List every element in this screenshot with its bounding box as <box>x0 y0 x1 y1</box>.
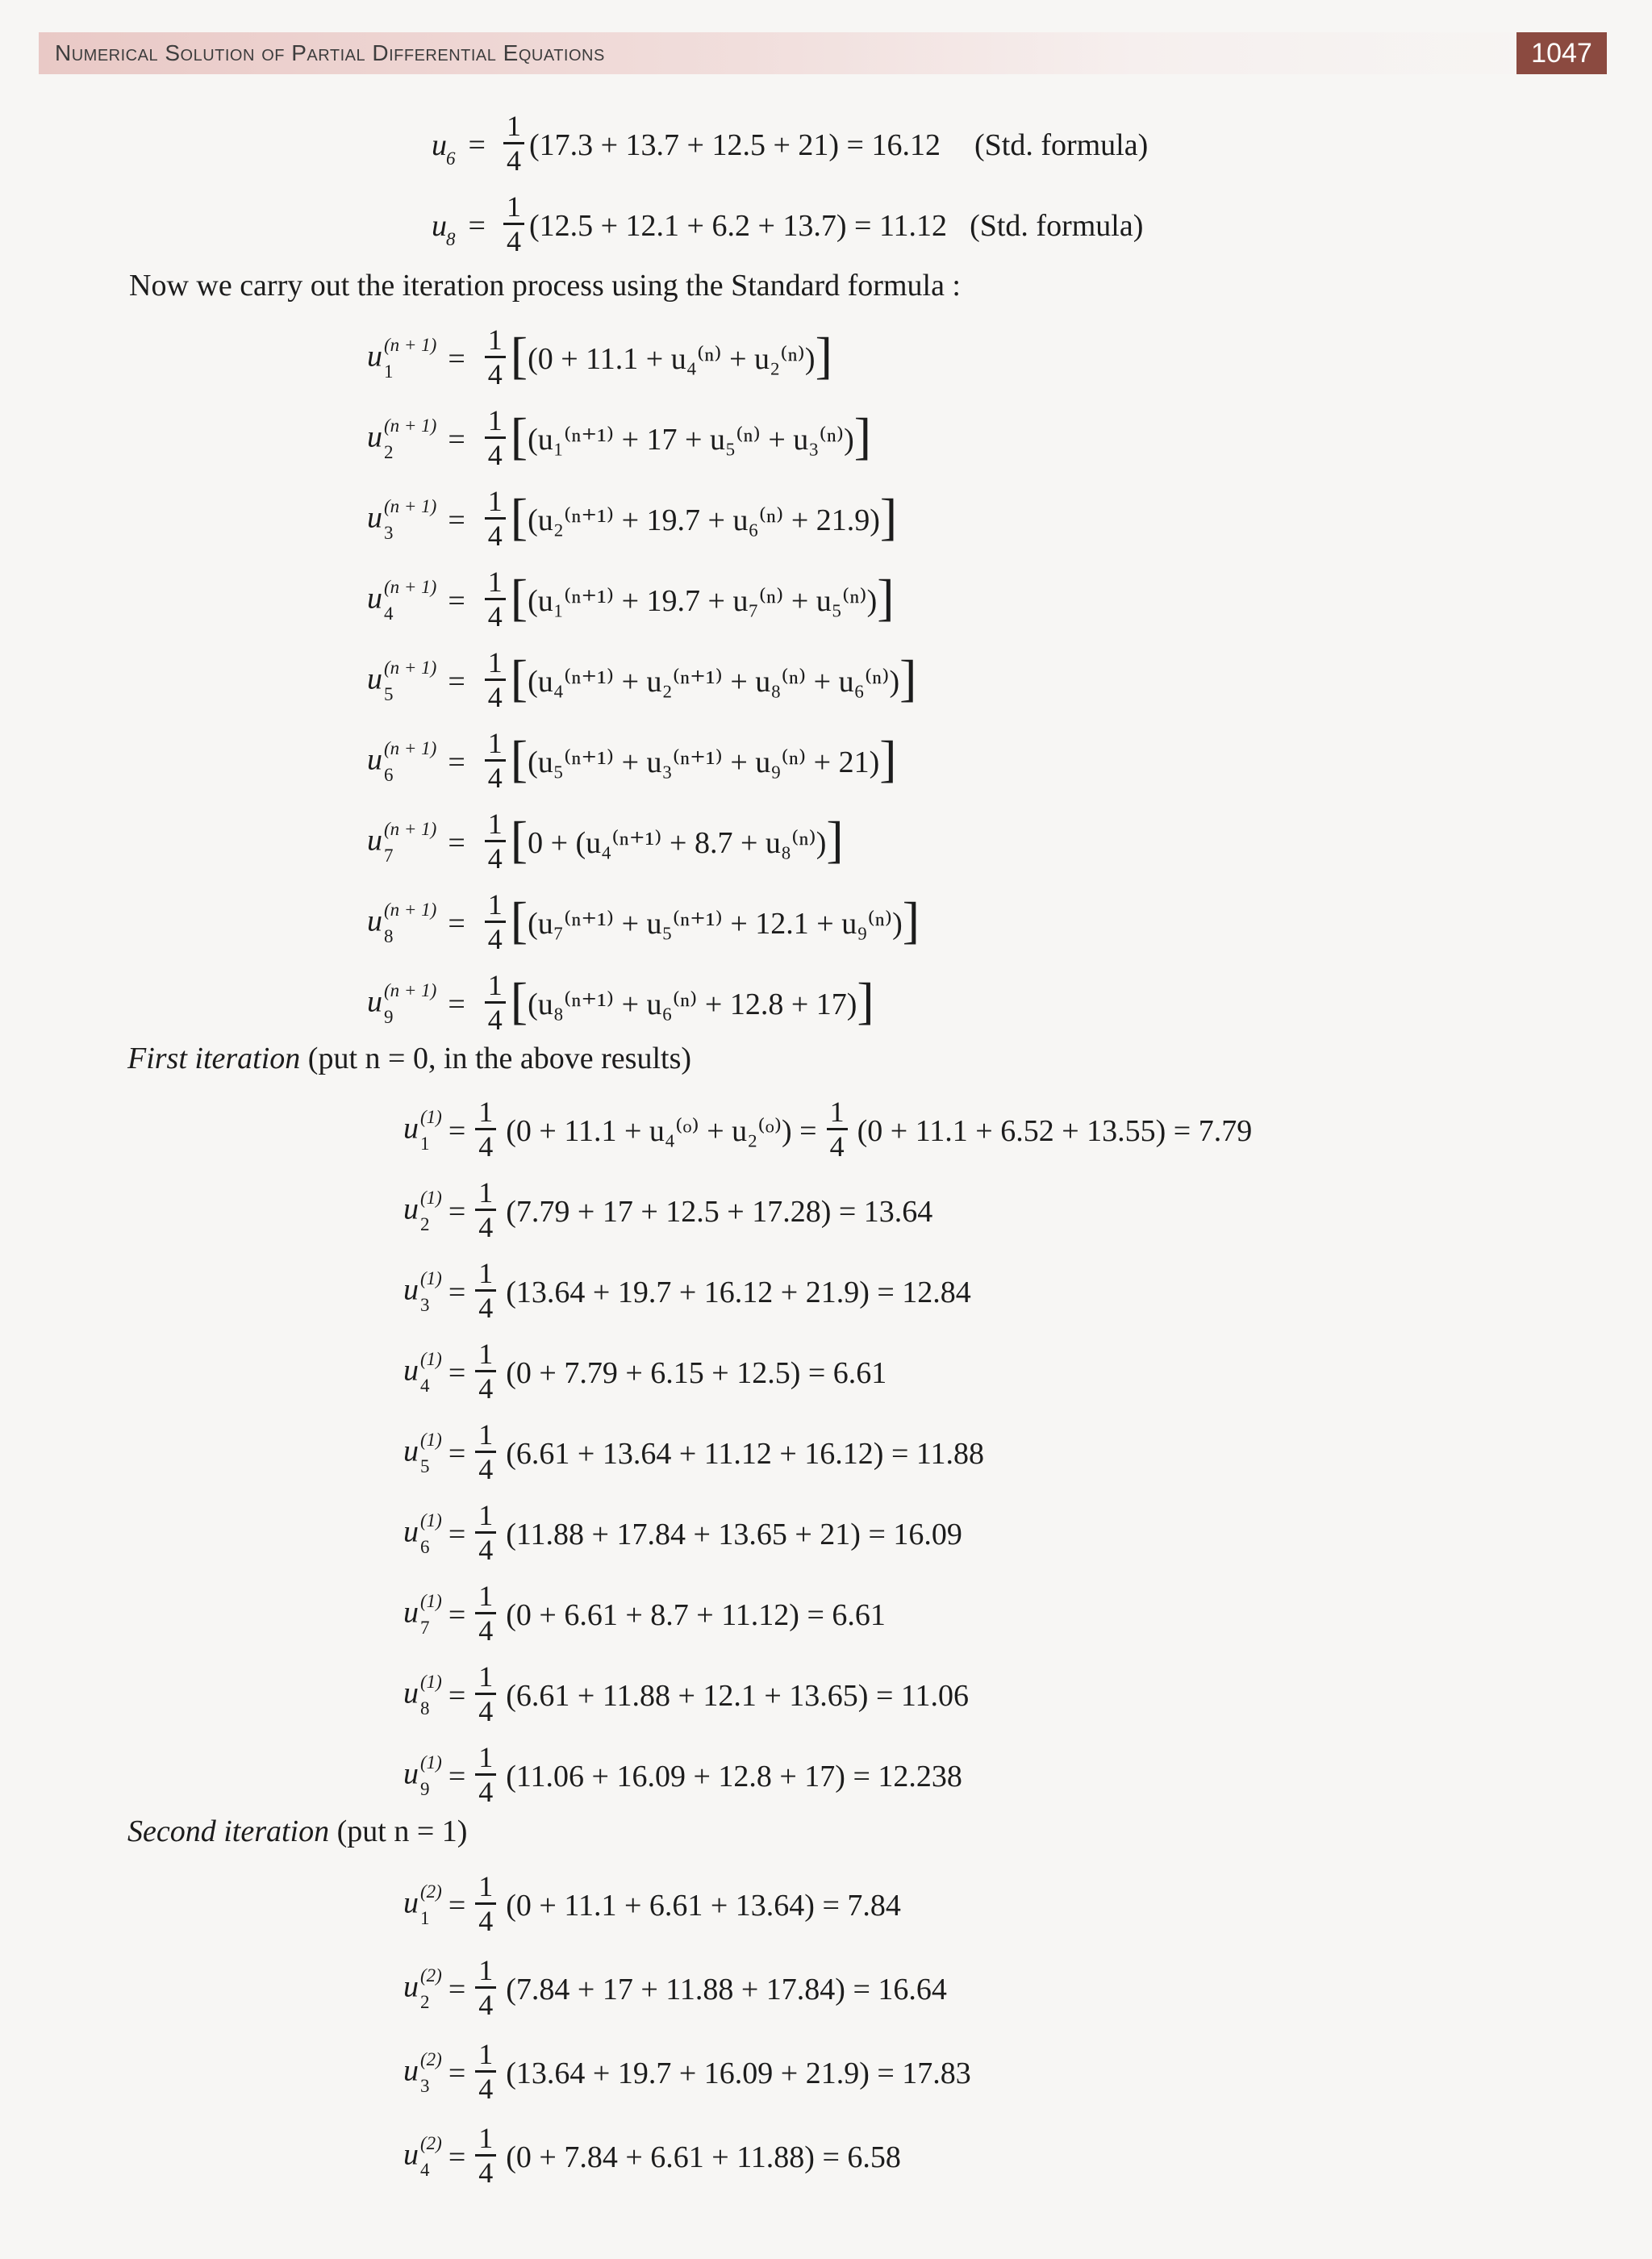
lhs-variable: u (n + 1) 6 <box>367 737 437 785</box>
first-iteration-u2: u (1) 2 = $\frac{1}{4}$ (7.79 + 17 + 12.5 + 17.28) = 13.64 <box>403 1176 933 1243</box>
first-iteration-u5: u (1) 5 = $\frac{1}{4}$ (6.61 + 13.64 + 11.12 + 16.12) = 11.88 <box>403 1418 984 1485</box>
right-bracket: ] <box>902 891 920 949</box>
lhs-variable: u (n + 1) 3 <box>367 495 437 543</box>
left-bracket: [ <box>510 487 528 545</box>
lhs-variable: u (1) 7 <box>403 1590 442 1638</box>
result-expression: (13.64 + 19.7 + 16.09 + 21.9) = 17.83 <box>506 2056 971 2090</box>
fraction-quarter: $\frac{1}{4}$ <box>475 2040 496 2103</box>
fraction-quarter: $\frac{1}{4}$ <box>485 809 506 873</box>
right-bracket: ] <box>853 407 872 465</box>
second-iteration-u1: u (2) 1 = $\frac{1}{4}$ (0 + 11.1 + 6.61 + 13.64) = 7.84 <box>403 1870 901 1937</box>
lhs-variable: u (n + 1) 8 <box>367 899 437 946</box>
right-bracket: ] <box>857 971 874 1029</box>
fraction-quarter: $\frac{1}{4}$ <box>485 729 506 792</box>
result-expression: (0 + 6.61 + 8.7 + 11.12) = 6.61 <box>506 1597 886 1632</box>
lhs-variable: u (1) 3 <box>403 1267 442 1315</box>
lhs-variable: u (n + 1) 2 <box>367 415 437 462</box>
fraction-quarter: $\frac{1}{4}$ <box>503 192 524 256</box>
second-iteration-u4: u (2) 4 = $\frac{1}{4}$ (0 + 7.84 + 6.61 + 11.88) = 6.58 <box>403 2122 901 2189</box>
result-expression: (11.06 + 16.09 + 12.8 + 17) = 12.238 <box>506 1759 962 1793</box>
formula-rhs: (u₁⁽ⁿ⁺¹⁾ + 19.7 + u₇⁽ⁿ⁾ + u₅⁽ⁿ⁾) <box>528 583 878 618</box>
lhs-variable: u (n + 1) 5 <box>367 657 437 704</box>
fraction-quarter: $\frac{1}{4}$ <box>485 648 506 712</box>
fraction-quarter: $\frac{1}{4}$ <box>475 1501 496 1564</box>
formula-rhs: 0 + (u₄⁽ⁿ⁺¹⁾ + 8.7 + u₈⁽ⁿ⁾) <box>528 825 827 860</box>
lhs-variable: u (1) 4 <box>403 1348 442 1396</box>
fraction-quarter: $\frac{1}{4}$ <box>475 1097 496 1161</box>
lhs-variable: u (n + 1) 9 <box>367 979 437 1027</box>
fraction-quarter: $\frac{1}{4}$ <box>503 111 524 175</box>
iteration-formula-8: u (n + 1) 8 = $\frac{1}{4}$ [ (u₇⁽ⁿ⁺¹⁾ + u₅⁽ⁿ⁺¹⁾ + 12.1 + u₉⁽ⁿ⁾) ] <box>367 888 920 955</box>
right-bracket: ] <box>879 729 897 787</box>
fraction-quarter: $\frac{1}{4}$ <box>475 1420 496 1484</box>
second-iteration-u2: u (2) 2 = $\frac{1}{4}$ (7.84 + 17 + 11.88 + 17.84) = 16.64 <box>403 1954 947 2021</box>
fraction-quarter: $\frac{1}{4}$ <box>475 1872 496 1935</box>
fraction-quarter: $\frac{1}{4}$ <box>827 1097 848 1161</box>
result-expression: (7.79 + 17 + 12.5 + 17.28) = 13.64 <box>506 1194 933 1229</box>
formula-rhs: (u₇⁽ⁿ⁺¹⁾ + u₅⁽ⁿ⁺¹⁾ + 12.1 + u₉⁽ⁿ⁾) <box>528 906 903 941</box>
lhs-variable: u (1) 5 <box>403 1429 442 1476</box>
formula-note: (Std. formula) <box>974 127 1149 162</box>
result-expression: (0 + 7.79 + 6.15 + 12.5) = 6.61 <box>506 1355 887 1390</box>
lhs-variable: u (1) 2 <box>403 1187 442 1234</box>
first-iteration-heading: First iteration (put n = 0, in the above results) <box>127 1042 692 1075</box>
iteration-formula-9: u (n + 1) 9 = $\frac{1}{4}$ [ (u₈⁽ⁿ⁺¹⁾ + u₆⁽ⁿ⁾ + 12.8 + 17) ] <box>367 969 874 1036</box>
fraction-quarter: $\frac{1}{4}$ <box>485 325 506 389</box>
fraction-quarter: $\frac{1}{4}$ <box>485 567 506 631</box>
right-bracket: ] <box>877 568 895 626</box>
iteration-formula-3: u (n + 1) 3 = $\frac{1}{4}$ [ (u₂⁽ⁿ⁺¹⁾ + 19.7 + u₆⁽ⁿ⁾ + 21.9) ] <box>367 485 898 552</box>
lhs-variable: u (2) 1 <box>403 1881 442 1928</box>
first-iteration-u7: u (1) 7 = $\frac{1}{4}$ (0 + 6.61 + 8.7 + 11.12) = 6.61 <box>403 1580 886 1647</box>
fraction-quarter: $\frac{1}{4}$ <box>475 1581 496 1645</box>
iteration-formula-7: u (n + 1) 7 = $\frac{1}{4}$ [ 0 + (u₄⁽ⁿ⁺¹⁾ + 8.7 + u₈⁽ⁿ⁾) ] <box>367 808 844 875</box>
result-expression: (0 + 11.1 + 6.52 + 13.55) = 7.79 <box>857 1113 1253 1148</box>
lhs-variable: u (2) 2 <box>403 1965 442 2012</box>
fraction-quarter: $\frac{1}{4}$ <box>475 1339 496 1403</box>
iteration-formula-2: u (n + 1) 2 = $\frac{1}{4}$ [ (u₁⁽ⁿ⁺¹⁾ + 17 + u₅⁽ⁿ⁾ + u₃⁽ⁿ⁾) ] <box>367 404 872 471</box>
result-expression: (0 + 7.84 + 6.61 + 11.88) = 6.58 <box>506 2140 901 2174</box>
lhs-variable: u (n + 1) 4 <box>367 576 437 624</box>
result-expression: (7.84 + 17 + 11.88 + 17.84) = 16.64 <box>506 1972 947 2006</box>
fraction-quarter: $\frac{1}{4}$ <box>485 971 506 1034</box>
formula-note: (Std. formula) <box>970 208 1144 243</box>
iteration-formula-4: u (n + 1) 4 = $\frac{1}{4}$ [ (u₁⁽ⁿ⁺¹⁾ + 19.7 + u₇⁽ⁿ⁾ + u₅⁽ⁿ⁾) ] <box>367 566 895 633</box>
iteration-formula-6: u (n + 1) 6 = $\frac{1}{4}$ [ (u₅⁽ⁿ⁺¹⁾ + u₃⁽ⁿ⁺¹⁾ + u₉⁽ⁿ⁾ + 21) ] <box>367 727 897 794</box>
right-bracket: ] <box>899 649 917 707</box>
result-expression: (13.64 + 19.7 + 16.12 + 21.9) = 12.84 <box>506 1275 971 1309</box>
first-iteration-u9: u (1) 9 = $\frac{1}{4}$ (11.06 + 16.09 + 12.8 + 17) = 12.238 <box>403 1741 962 1808</box>
second-iteration-heading: Second iteration (put n = 1) <box>127 1814 468 1848</box>
equation-u6: $u_6$ = $\frac{1}{4}$ (17.3 + 13.7 + 12.5 + 21) = 16.12 (Std. formula) <box>432 110 1149 177</box>
first-iteration-u3: u (1) 3 = $\frac{1}{4}$ (13.64 + 19.7 + 16.12 + 21.9) = 12.84 <box>403 1257 971 1324</box>
intro-text: Now we carry out the iteration process using the Standard formula : <box>129 269 961 303</box>
right-bracket: ] <box>879 487 898 545</box>
left-bracket: [ <box>510 810 528 868</box>
second-iteration-u3: u (2) 3 = $\frac{1}{4}$ (13.64 + 19.7 + 16.09 + 21.9) = 17.83 <box>403 2038 971 2105</box>
left-bracket: [ <box>510 568 528 626</box>
formula-rhs: (u₂⁽ⁿ⁺¹⁾ + 19.7 + u₆⁽ⁿ⁾ + 21.9) <box>528 503 880 537</box>
result-expression: (0 + 11.1 + 6.61 + 13.64) = 7.84 <box>506 1888 901 1923</box>
formula-rhs: (u₄⁽ⁿ⁺¹⁾ + u₂⁽ⁿ⁺¹⁾ + u₈⁽ⁿ⁾ + u₆⁽ⁿ⁾) <box>528 664 900 699</box>
page-number: 1047 <box>1516 32 1607 74</box>
right-bracket: ] <box>826 810 844 868</box>
lhs-variable: u (1) 1 <box>403 1106 442 1154</box>
intermediate-expression: (0 + 11.1 + u₄⁽ᵒ⁾ + u₂⁽ᵒ⁾) = <box>506 1113 817 1148</box>
fraction-quarter: $\frac{1}{4}$ <box>475 1662 496 1726</box>
right-bracket: ] <box>815 326 832 384</box>
left-bracket: [ <box>510 971 528 1029</box>
fraction-quarter: $\frac{1}{4}$ <box>475 1178 496 1242</box>
fraction-quarter: $\frac{1}{4}$ <box>475 1259 496 1322</box>
first-iteration-u1: u (1) 1 = $\frac{1}{4}$ (0 + 11.1 + u₄⁽ᵒ⁾ + u₂⁽ᵒ⁾) = $\frac{1}{4}$ (0 + 11.1 + 6.52 + 13.55) = 7.79 <box>403 1096 1253 1163</box>
formula-rhs: (u₅⁽ⁿ⁺¹⁾ + u₃⁽ⁿ⁺¹⁾ + u₉⁽ⁿ⁾ + 21) <box>528 745 880 779</box>
fraction-quarter: $\frac{1}{4}$ <box>475 1743 496 1806</box>
left-bracket: [ <box>510 729 528 787</box>
lhs-variable: u (1) 6 <box>403 1509 442 1557</box>
left-bracket: [ <box>510 649 528 707</box>
result-expression: (6.61 + 13.64 + 11.12 + 16.12) = 11.88 <box>506 1436 984 1471</box>
first-iteration-u6: u (1) 6 = $\frac{1}{4}$ (11.88 + 17.84 + 13.65 + 21) = 16.09 <box>403 1499 962 1566</box>
iteration-formula-1: u (n + 1) 1 = $\frac{1}{4}$ [ (0 + 11.1 + u₄⁽ⁿ⁾ + u₂⁽ⁿ⁾) ] <box>367 324 832 390</box>
lhs-variable: u (2) 3 <box>403 2048 442 2096</box>
fraction-quarter: $\frac{1}{4}$ <box>485 406 506 470</box>
formula-rhs: (u₁⁽ⁿ⁺¹⁾ + 17 + u₅⁽ⁿ⁾ + u₃⁽ⁿ⁾) <box>528 422 854 457</box>
lhs-variable: u (n + 1) 7 <box>367 818 437 866</box>
left-bracket: [ <box>510 326 528 384</box>
fraction-quarter: $\frac{1}{4}$ <box>475 2123 496 2187</box>
fraction-quarter: $\frac{1}{4}$ <box>475 1956 496 2019</box>
header-title: Numerical Solution of Partial Differential Equations <box>55 40 605 65</box>
first-iteration-u4: u (1) 4 = $\frac{1}{4}$ (0 + 7.79 + 6.15 + 12.5) = 6.61 <box>403 1338 887 1405</box>
lhs-variable: u (2) 4 <box>403 2132 442 2180</box>
iteration-formula-5: u (n + 1) 5 = $\frac{1}{4}$ [ (u₄⁽ⁿ⁺¹⁾ + u₂⁽ⁿ⁺¹⁾ + u₈⁽ⁿ⁾ + u₆⁽ⁿ⁾) ] <box>367 646 917 713</box>
formula-rhs: (0 + 11.1 + u₄⁽ⁿ⁾ + u₂⁽ⁿ⁾) <box>528 341 816 376</box>
equation-u8: $u_8$ = $\frac{1}{4}$ (12.5 + 12.1 + 6.2 + 13.7) = 11.12 (Std. formula) <box>432 190 1144 257</box>
left-bracket: [ <box>510 891 528 949</box>
result-expression: (11.88 + 17.84 + 13.65 + 21) = 16.09 <box>506 1517 962 1551</box>
lhs-variable: u (1) 9 <box>403 1752 442 1799</box>
lhs-variable: u (n + 1) 1 <box>367 334 437 382</box>
first-iteration-u8: u (1) 8 = $\frac{1}{4}$ (6.61 + 11.88 + 12.1 + 13.65) = 11.06 <box>403 1660 969 1727</box>
running-header <box>39 32 1607 74</box>
fraction-quarter: $\frac{1}{4}$ <box>485 890 506 954</box>
left-bracket: [ <box>510 407 528 465</box>
result-expression: (6.61 + 11.88 + 12.1 + 13.65) = 11.06 <box>506 1678 969 1713</box>
fraction-quarter: $\frac{1}{4}$ <box>485 486 506 550</box>
lhs-variable: u (1) 8 <box>403 1671 442 1718</box>
formula-rhs: (u₈⁽ⁿ⁺¹⁾ + u₆⁽ⁿ⁾ + 12.8 + 17) <box>528 987 857 1021</box>
